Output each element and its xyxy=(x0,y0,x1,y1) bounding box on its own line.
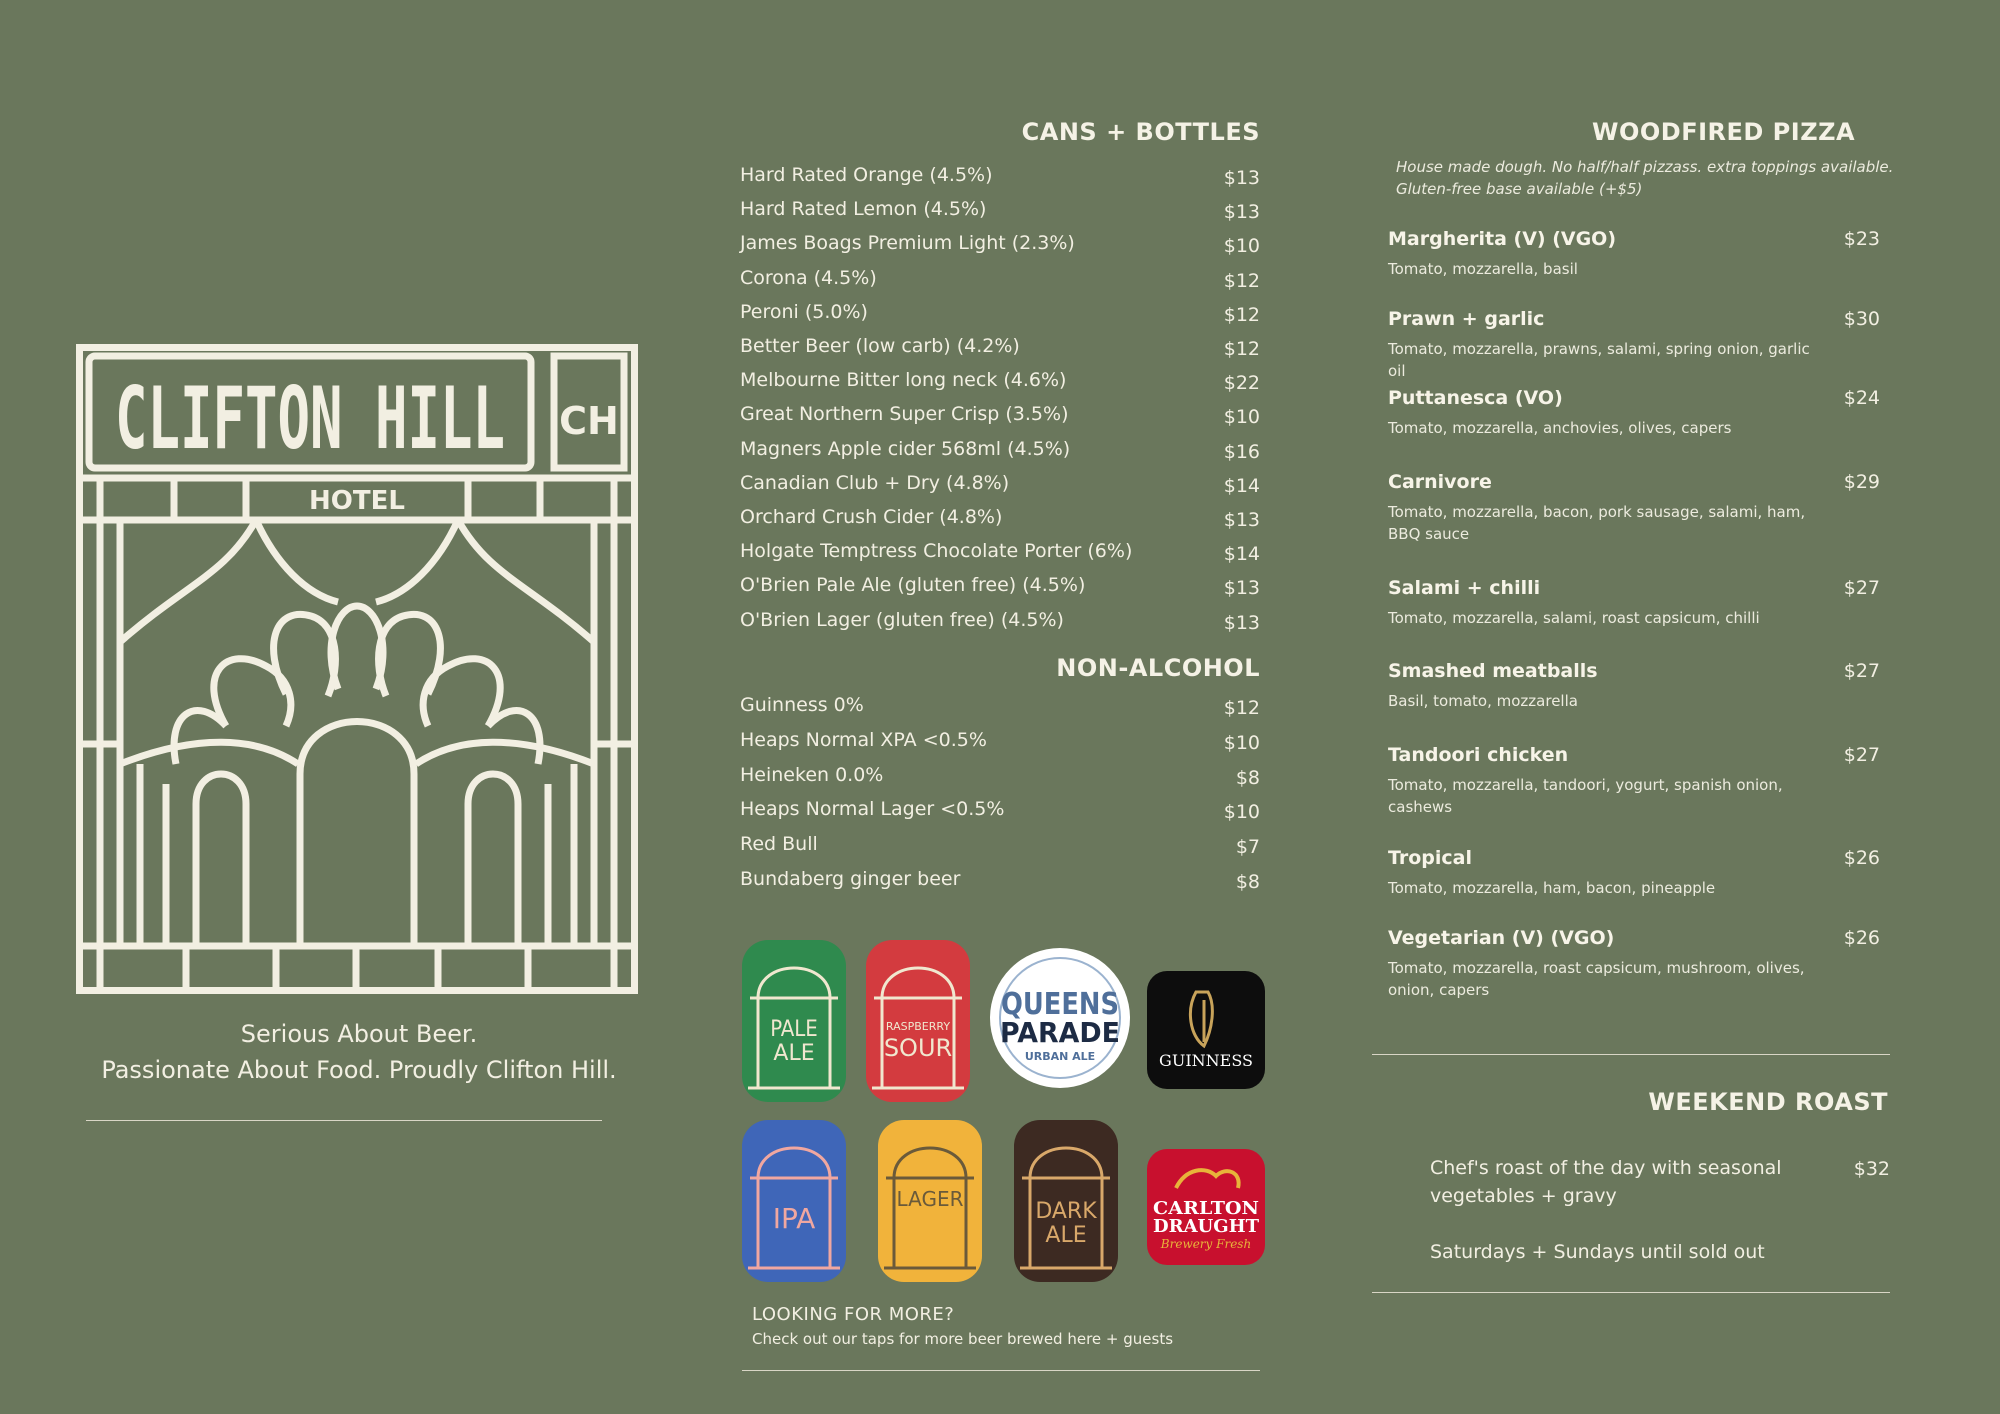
looking-for-more-text: Check out our taps for more beer brewed here + guests xyxy=(752,1330,1174,1348)
drink-price: $10 xyxy=(1223,801,1260,824)
pizza-name: Carnivore xyxy=(1388,471,1492,493)
ipa-label: IPA xyxy=(772,1202,816,1235)
drink-name: Peroni (5.0%) xyxy=(740,300,868,323)
tagline-line2: Passionate About Food. Proudly Clifton Hill. xyxy=(101,1056,617,1084)
drink-price: $14 xyxy=(1223,543,1260,566)
drink-name: Magners Apple cider 568ml (4.5%) xyxy=(740,437,1071,460)
dark-ale-badge xyxy=(1012,1118,1120,1284)
drink-price: $10 xyxy=(1223,235,1260,258)
raspberry-sour-badge xyxy=(864,938,972,1104)
drink-price: $13 xyxy=(1223,611,1260,634)
pizza-description: Tomato, mozzarella, basil xyxy=(1388,260,1578,278)
drink-name: Melbourne Bitter long neck (4.6%) xyxy=(740,369,1067,392)
drink-name: Bundaberg ginger beer xyxy=(740,868,961,890)
looking-for-more-title: LOOKING FOR MORE? xyxy=(752,1304,955,1325)
pizza-name: Salami + chilli xyxy=(1388,577,1541,599)
drink-price: $16 xyxy=(1223,440,1260,463)
pizza-price: $27 xyxy=(1843,660,1880,682)
pizza-name: Tropical xyxy=(1388,847,1473,869)
queens-parade-label1: QUEENS xyxy=(1001,987,1119,1022)
drink-price: $7 xyxy=(1235,836,1260,859)
pizza-description: Tomato, mozzarella, bacon, pork sausage, salami, ham, BBQ sauce xyxy=(1388,503,1806,543)
pizza-description: Tomato, mozzarella, ham, bacon, pineapple xyxy=(1388,879,1716,897)
pale-ale-label2: ALE xyxy=(773,1041,815,1066)
pizza-description: Tomato, mozzarella, prawns, salami, spring onion, garlic oil xyxy=(1388,340,1810,380)
pizza-price: $27 xyxy=(1843,577,1880,599)
divider xyxy=(86,1120,602,1121)
guinness-label: GUINNESS xyxy=(1159,1051,1253,1070)
logo-hotel: HOTEL xyxy=(309,486,405,516)
drink-price: $14 xyxy=(1223,474,1260,497)
drink-name: Heaps Normal XPA <0.5% xyxy=(740,728,987,751)
queens-parade-badge xyxy=(988,946,1132,1090)
drink-name: O'Brien Lager (gluten free) (4.5%) xyxy=(740,608,1064,631)
weekend-roast-title: WEEKEND ROAST xyxy=(1648,1088,1888,1116)
dark-ale-label1: DARK xyxy=(1035,1199,1097,1224)
logo-monogram: CH xyxy=(559,399,619,443)
roast-price: $32 xyxy=(1853,1158,1890,1180)
drink-price: $12 xyxy=(1223,303,1260,326)
pizza-price: $23 xyxy=(1843,228,1880,250)
pizza-name: Smashed meatballs xyxy=(1388,660,1598,682)
drink-price: $12 xyxy=(1223,697,1260,719)
pizza-description: Tomato, mozzarella, roast capsicum, mushroom, olives, onion, capers xyxy=(1388,959,1805,999)
tagline-line1: Serious About Beer. xyxy=(240,1020,478,1048)
pizza-title: WOODFIRED PIZZA xyxy=(1592,118,1856,146)
drink-price: $12 xyxy=(1223,269,1260,292)
roast-availability: Saturdays + Sundays until sold out xyxy=(1430,1241,1765,1263)
drink-price: $13 xyxy=(1223,167,1260,189)
drink-name: Hard Rated Lemon (4.5%) xyxy=(740,198,987,221)
drink-price: $12 xyxy=(1223,338,1260,360)
carlton-label2: DRAUGHT xyxy=(1153,1216,1260,1237)
non-alcohol-title: NON-ALCOHOL xyxy=(1056,654,1260,682)
drink-price: $13 xyxy=(1223,577,1260,600)
drink-price: $8 xyxy=(1235,766,1260,789)
ipa-badge xyxy=(740,1118,848,1284)
pizza-price: $26 xyxy=(1843,927,1880,949)
queens-parade-label3: URBAN ALE xyxy=(1024,1050,1096,1063)
pizza-name: Puttanesca (VO) xyxy=(1388,387,1563,409)
pizza-note-line2: Gluten-free base available (+$5) xyxy=(1396,180,1643,198)
carlton-draught-badge xyxy=(1146,1148,1266,1266)
drink-price: $13 xyxy=(1223,509,1260,531)
drink-name: Orchard Crush Cider (4.8%) xyxy=(740,506,1003,528)
pizza-name: Margherita (V) (VGO) xyxy=(1388,228,1617,250)
raspberry-sour-label1: RASPBERRY xyxy=(885,1020,951,1033)
drink-name: Heaps Normal Lager <0.5% xyxy=(740,798,1005,821)
guinness-badge xyxy=(1146,970,1266,1090)
pizza-description: Basil, tomato, mozzarella xyxy=(1388,692,1578,710)
drink-name: Corona (4.5%) xyxy=(740,266,877,289)
lager-label: LAGER xyxy=(896,1187,964,1211)
divider xyxy=(742,1370,1260,1371)
lager-badge xyxy=(876,1118,984,1284)
pizza-price: $24 xyxy=(1843,387,1880,409)
drink-name: Better Beer (low carb) (4.2%) xyxy=(740,335,1020,357)
drink-price: $13 xyxy=(1223,201,1260,224)
logo-name: CLIFTON HILL xyxy=(115,369,506,469)
pizza-price: $29 xyxy=(1843,471,1880,493)
drink-name: Guinness 0% xyxy=(740,694,864,716)
dark-ale-label2: ALE xyxy=(1045,1223,1087,1248)
drink-name: James Boags Premium Light (2.3%) xyxy=(740,232,1075,255)
roast-description: Chef's roast of the day with seasonal vegetables + gravy xyxy=(1430,1157,1782,1207)
pizza-price: $27 xyxy=(1843,744,1880,766)
divider xyxy=(1372,1292,1890,1293)
pale-ale-badge xyxy=(740,938,848,1104)
cans-bottles-title: CANS + BOTTLES xyxy=(1021,118,1260,146)
raspberry-sour-label2: SOUR xyxy=(883,1034,953,1062)
pizza-note xyxy=(1396,156,1896,200)
pizza-description: Tomato, mozzarella, anchovies, olives, capers xyxy=(1388,419,1732,437)
drink-price: $8 xyxy=(1235,871,1260,893)
pizza-description: Tomato, mozzarella, tandoori, yogurt, spanish onion, cashews xyxy=(1388,776,1783,816)
carlton-label3: Brewery Fresh xyxy=(1160,1237,1252,1251)
pizza-name: Vegetarian (V) (VGO) xyxy=(1388,927,1615,949)
drink-name: Great Northern Super Crisp (3.5%) xyxy=(740,403,1069,426)
pizza-description: Tomato, mozzarella, salami, roast capsicum, chilli xyxy=(1388,609,1760,627)
drink-price: $10 xyxy=(1223,406,1260,429)
drink-name: Red Bull xyxy=(740,833,818,856)
pizza-price: $30 xyxy=(1843,308,1880,330)
drink-name: Hard Rated Orange (4.5%) xyxy=(740,164,993,186)
drink-name: Canadian Club + Dry (4.8%) xyxy=(740,471,1010,494)
drink-name: Heineken 0.0% xyxy=(740,763,884,786)
pizza-price: $26 xyxy=(1843,847,1880,869)
pizza-name: Prawn + garlic xyxy=(1388,308,1545,330)
clifton-hill-hotel-logo xyxy=(76,344,638,994)
drink-price: $10 xyxy=(1223,731,1260,754)
queens-parade-label2: PARADE xyxy=(1000,1016,1120,1049)
carlton-label1: CARLTON xyxy=(1153,1198,1259,1219)
pizza-name: Tandoori chicken xyxy=(1388,744,1569,766)
divider xyxy=(1372,1054,1890,1055)
drink-price: $22 xyxy=(1223,372,1260,395)
pizza-note-line1: House made dough. No half/half pizzass. extra toppings available. xyxy=(1396,158,1894,176)
pale-ale-label1: PALE xyxy=(770,1017,818,1042)
drink-name: Holgate Temptress Chocolate Porter (6%) xyxy=(740,540,1133,563)
drink-name: O'Brien Pale Ale (gluten free) (4.5%) xyxy=(740,574,1086,597)
